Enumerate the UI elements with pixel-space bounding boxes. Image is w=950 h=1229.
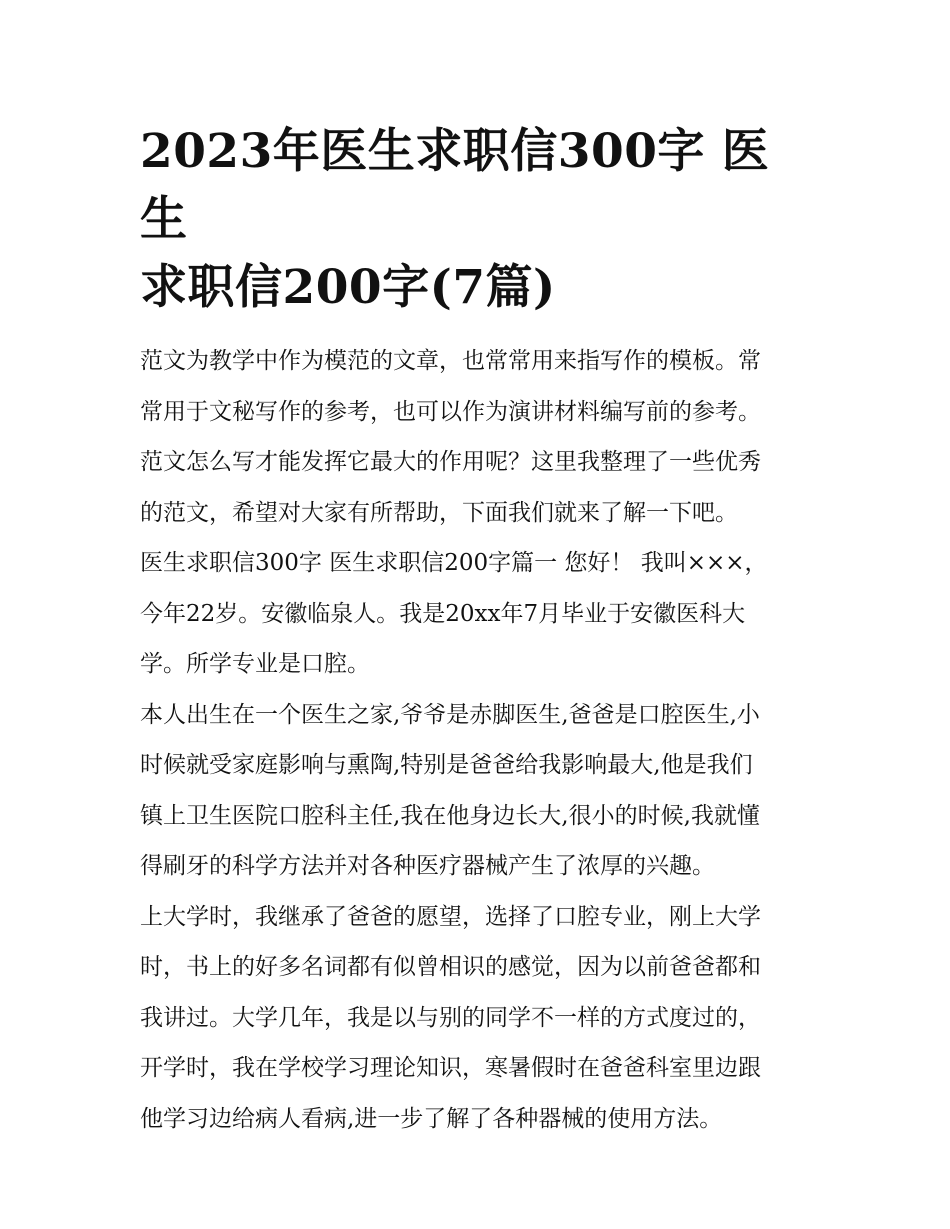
paragraph-greeting: 医生求职信300字 医生求职信200字篇一 您好！ 我叫×××， 今年22岁。安徽临泉人。我是20xx年7月毕业于安徽医科大 学。所学专业是口腔。 [140,550,768,677]
paragraph-intro: 范文为教学中作为模范的文章，也常常用来指写作的模板。常 常用于文秘写作的参考，也可以作为演讲材料编写前的参考。 范文怎么写才能发挥它最大的作用呢？这里我整理了一些优秀 的范文，希望对大家有所帮助，下面我们就来了解一下吧。 [140,348,761,526]
document-body [140,336,812,1144]
document-title: 2023年医生求职信300字 医生 求职信200字(7篇) [140,124,770,315]
document-page [140,118,812,1144]
paragraph-university: 上大学时，我继承了爸爸的愿望，选择了口腔专业，刚上大学 时，书上的好多名词都有似曾相识的感觉，因为以前爸爸都和 我讲过。大学几年，我是以与别的同学不一样的方式度过的， 开学时，我在学校学习理论知识，寒暑假时在爸爸科室里边跟 他学习边给病人看病,进一步了解了各种器械的使用方法。 [140,903,761,1132]
paragraph-family: 本人出生在一个医生之家,爷爷是赤脚医生,爸爸是口腔医生,小 时候就受家庭影响与熏陶,特别是爸爸给我影响最大,他是我们 镇上卫生医院口腔科主任,我在他身边长大,很小的时候,我就懂 得刷牙的科学方法并对各种医疗器械产生了浓厚的兴趣。 [140,701,760,879]
